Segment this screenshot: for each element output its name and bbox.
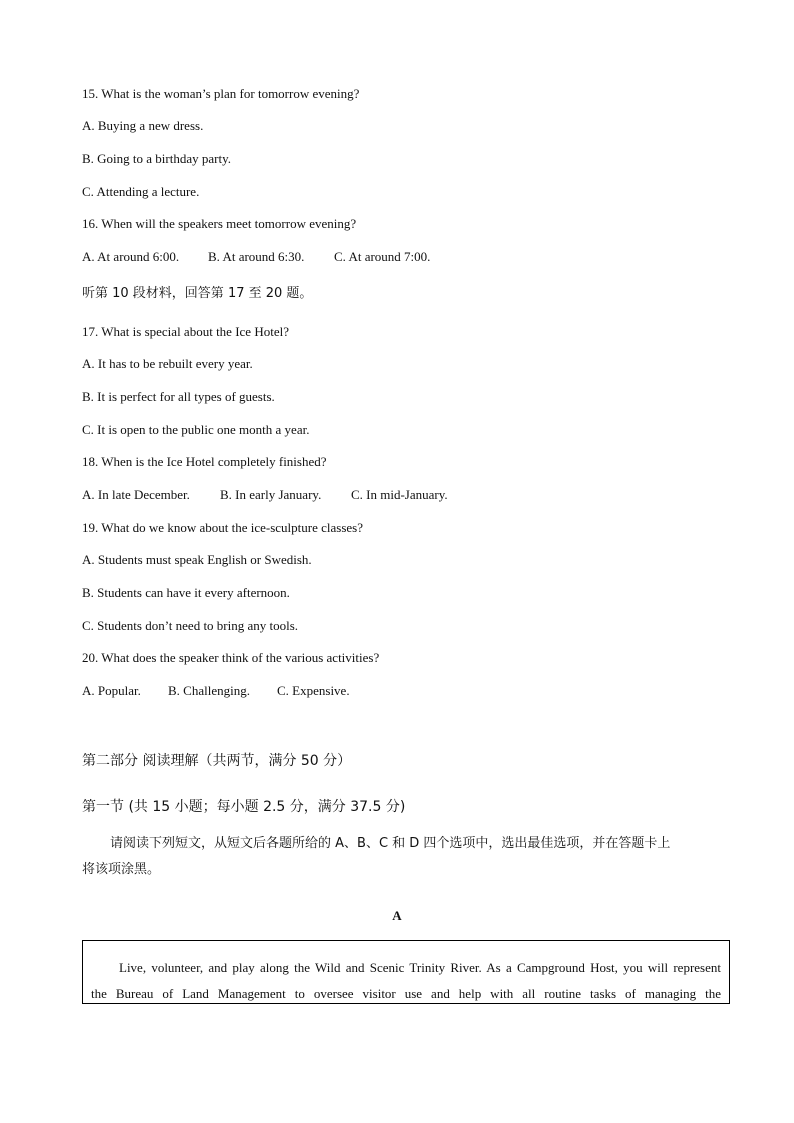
question-20: 20. What does the speaker think of the various activities?: [82, 650, 380, 665]
instructions-line1: 请阅读下列短文，从短文后各题所给的 A、B、C 和 D 四个选项中，选出最佳选项，并在答题卡上: [110, 836, 671, 851]
q19-option-b: B. Students can have it every afternoon.: [82, 585, 290, 600]
passage-box: [82, 940, 730, 1004]
passage-line2: the Bureau of Land Management to oversee visitor use and help with all routine tasks of managing the: [91, 986, 721, 1001]
passage-line1: Live, volunteer, and play along the Wild and Scenic Trinity River. As a Campground Host, you will represent: [119, 960, 721, 975]
question-15: 15. What is the woman’s plan for tomorrow evening?: [82, 86, 360, 101]
q17-option-b: B. It is perfect for all types of guests.: [82, 389, 275, 404]
q16-option-c: C. At around 7:00.: [334, 249, 431, 264]
q19-option-c: C. Students don’t need to bring any tools.: [82, 618, 299, 633]
q17-option-c: C. It is open to the public one month a year.: [82, 422, 310, 437]
q20-option-c: C. Expensive.: [277, 683, 350, 698]
q15-option-c: C. Attending a lecture.: [82, 184, 200, 199]
q15-option-a: A. Buying a new dress.: [82, 118, 204, 133]
question-19: 19. What do we know about the ice-sculpture classes?: [82, 520, 363, 535]
q18-option-a: A. In late December.: [82, 487, 190, 502]
q19-option-a: A. Students must speak English or Swedish.: [82, 552, 312, 567]
question-17: 17. What is special about the Ice Hotel?: [82, 324, 289, 339]
q18-options: [82, 487, 448, 503]
q18-option-b: B. In early January.: [220, 487, 322, 502]
q20-options: [82, 683, 350, 699]
question-18: 18. When is the Ice Hotel completely finished?: [82, 454, 327, 469]
passage-label: A: [392, 908, 402, 923]
q15-option-b: B. Going to a birthday party.: [82, 151, 231, 166]
q16-option-b: B. At around 6:30.: [208, 249, 305, 264]
instructions-line2: 将该项涂黑。: [82, 862, 161, 877]
q20-option-b: B. Challenging.: [168, 683, 250, 698]
part2-heading: 第二部分 阅读理解（共两节，满分 50 分）: [82, 753, 352, 769]
section-note: 听第 10 段材料，回答第 17 至 20 题。: [82, 286, 313, 301]
q20-option-a: A. Popular.: [82, 683, 141, 698]
q18-option-c: C. In mid-January.: [351, 487, 448, 502]
section1-heading: 第一节 (共 15 小题；每小题 2.5 分，满分 37.5 分): [82, 799, 406, 815]
q16-options: [82, 249, 430, 265]
q16-option-a: A. At around 6:00.: [82, 249, 180, 264]
question-16: 16. When will the speakers meet tomorrow evening?: [82, 216, 357, 231]
q17-option-a: A. It has to be rebuilt every year.: [82, 356, 253, 371]
